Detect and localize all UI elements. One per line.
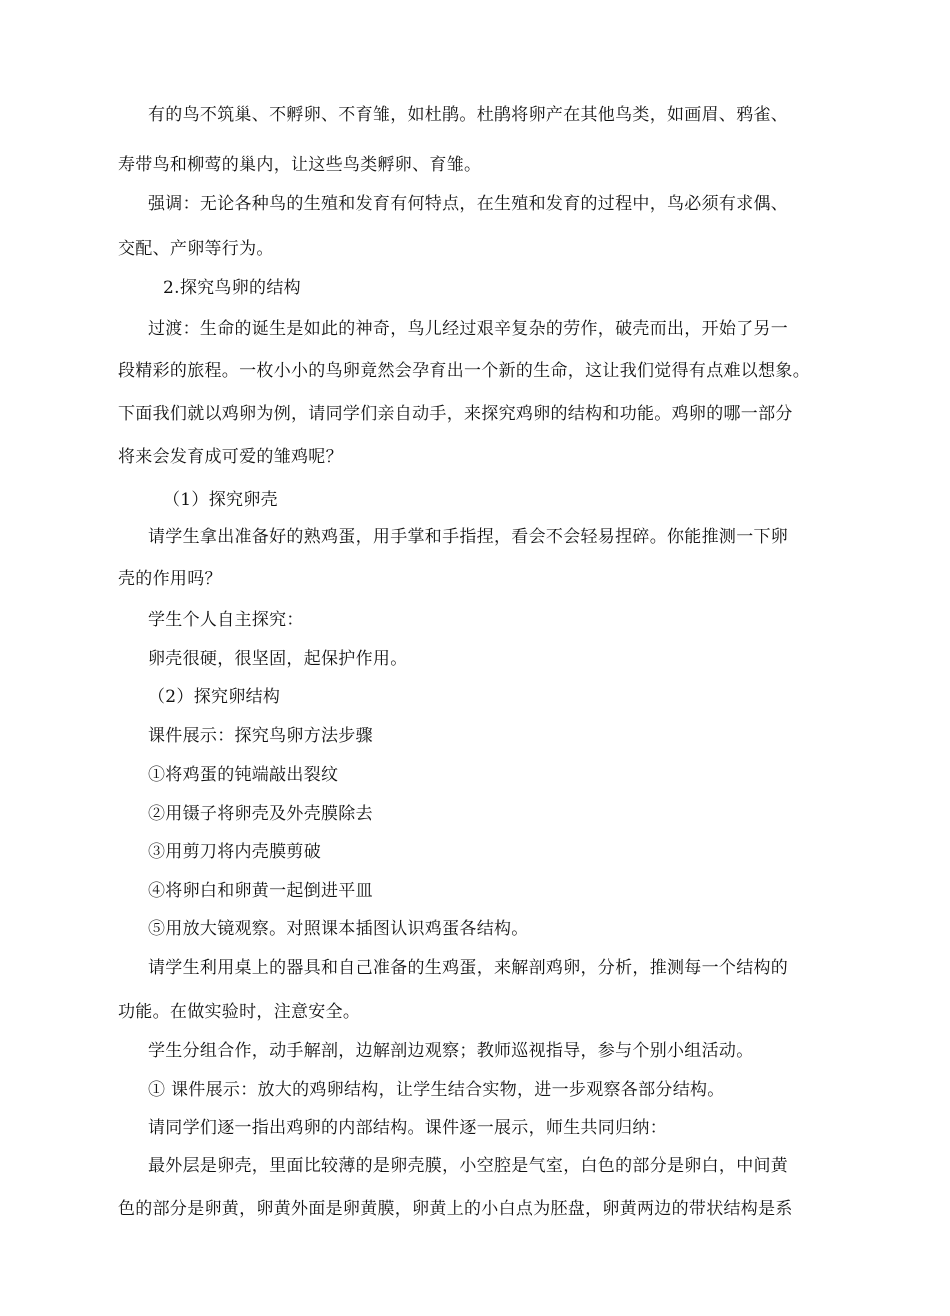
paragraph-line: 卵壳很硬，很坚固，起保护作用。: [148, 649, 408, 669]
paragraph-line: 过渡：生命的诞生是如此的神奇，鸟儿经过艰辛复杂的劳作，破壳而出，开始了另一: [148, 319, 789, 339]
step-item: ③用剪刀将内壳膜剪破: [148, 842, 321, 862]
paragraph-line: 有的鸟不筑巢、不孵卵、不育雏，如杜鹃。杜鹃将卵产在其他鸟类，如画眉、鸦雀、: [148, 105, 789, 125]
paragraph-line: 请学生拿出准备好的熟鸡蛋，用手掌和手指捏，看会不会轻易捏碎。你能推测一下卵: [148, 527, 789, 547]
paragraph-line: 段精彩的旅程。一枚小小的鸟卵竟然会孕育出一个新的生命，这让我们觉得有点难以想象。: [118, 361, 810, 381]
paragraph-line: 功能。在做实验时，注意安全。: [118, 1002, 361, 1022]
paragraph-line: 强调：无论各种鸟的生殖和发育有何特点，在生殖和发育的过程中，鸟必须有求偶、: [148, 194, 789, 214]
step-item: ④将卵白和卵黄一起倒进平皿: [148, 881, 373, 901]
paragraph-line: 最外层是卵壳，里面比较薄的是卵壳膜，小空腔是气室，白色的部分是卵白，中间黄: [148, 1156, 789, 1176]
paragraph-line: 请学生利用桌上的器具和自己准备的生鸡蛋，来解剖鸡卵，分析，推测每一个结构的: [148, 958, 789, 978]
paragraph-line: 交配、产卵等行为。: [118, 239, 274, 259]
subsection-heading: （1）探究卵壳: [163, 490, 278, 510]
paragraph-line: 将来会发育成可爱的雏鸡呢？: [118, 447, 343, 467]
step-item: ②用镊子将卵壳及外壳膜除去: [148, 804, 373, 824]
paragraph-line: 色的部分是卵黄，卵黄外面是卵黄膜，卵黄上的小白点为胚盘，卵黄两边的带状结构是系: [118, 1199, 793, 1219]
subsection-heading: （2）探究卵结构: [148, 687, 281, 707]
step-item: ①将鸡蛋的钝端敲出裂纹: [148, 765, 339, 785]
paragraph-line: 请同学们逐一指出鸡卵的内部结构。课件逐一展示，师生共同归纳：: [148, 1118, 667, 1138]
paragraph-line: 下面我们就以鸡卵为例，请同学们亲自动手，来探究鸡卵的结构和功能。鸡卵的哪一部分: [118, 404, 793, 424]
paragraph-line: 学生分组合作，动手解剖，边解剖边观察；教师巡视指导，参与个别小组活动。: [148, 1041, 754, 1061]
paragraph-line: 学生个人自主探究：: [148, 610, 304, 630]
paragraph-line: 寿带鸟和柳莺的巢内，让这些鸟类孵卵、育雏。: [118, 155, 482, 175]
paragraph-line: 壳的作用吗？: [118, 569, 222, 589]
paragraph-line: 课件展示：探究鸟卵方法步骤: [148, 726, 373, 746]
section-heading: 2.探究鸟卵的结构: [163, 278, 301, 298]
step-item: ⑤用放大镜观察。对照课本插图认识鸡蛋各结构。: [148, 919, 529, 939]
paragraph-line: ① 课件展示：放大的鸡卵结构，让学生结合实物，进一步观察各部分结构。: [148, 1080, 725, 1100]
